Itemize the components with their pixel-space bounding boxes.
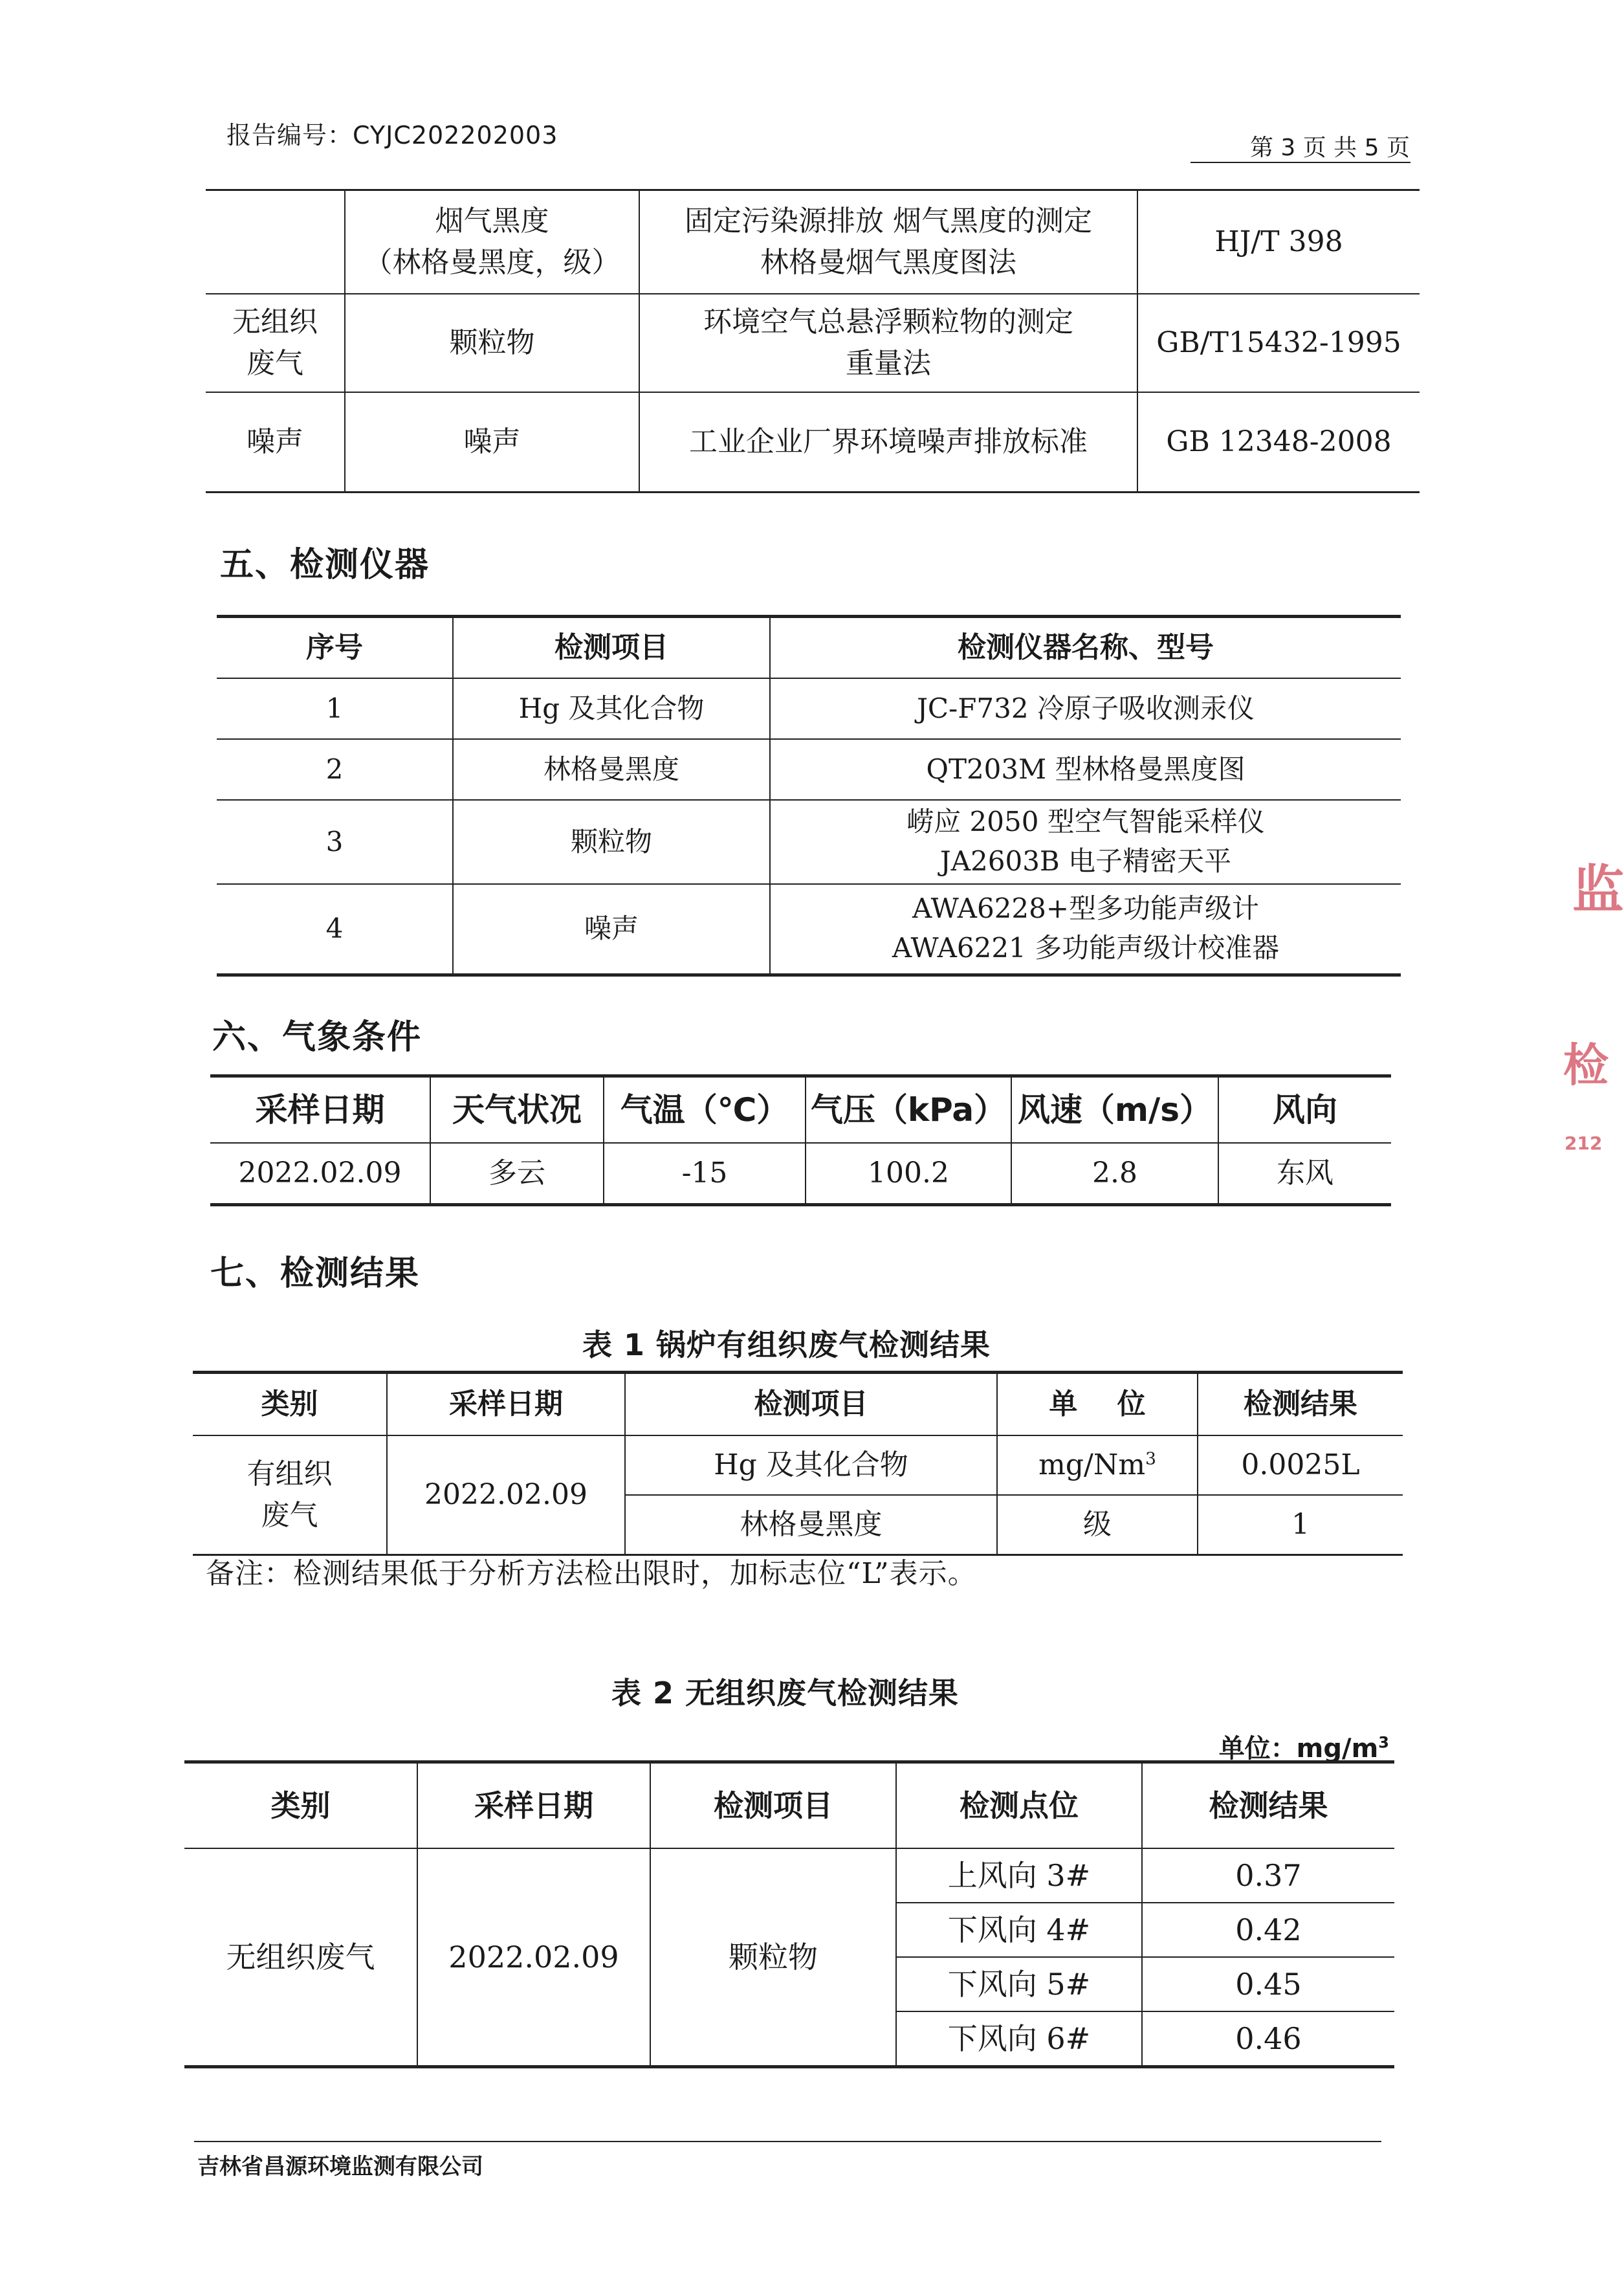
results-table-1 [193,1371,1403,1556]
t1-date: 2022.02.09 [387,1435,625,1555]
col-header: 天气状况 [430,1076,604,1144]
table-row [217,739,1401,800]
table-row [217,884,1401,975]
header-rule [1191,162,1410,163]
inst-item: Hg 及其化合物 [453,678,770,739]
table-row [193,1435,1403,1495]
t2-result: 0.37 [1142,1848,1394,1903]
table-row [206,392,1420,493]
col-header: 检测项目 [453,617,770,679]
inst-no: 1 [217,678,453,739]
table-row [206,294,1420,392]
seal-stamp [1559,835,1624,1184]
inst-name: 崂应 2050 型空气智能采样仪 JA2603B 电子精密天平 [770,800,1401,884]
inst-no: 3 [217,800,453,884]
table-header-row [184,1762,1394,1849]
section-title-weather: 六、气象条件 [212,1018,422,1057]
t1-unit: 级 [997,1495,1198,1555]
methods-standard: GB 12348-2008 [1137,392,1420,493]
col-header: 采样日期 [210,1076,430,1144]
table-row [210,1143,1391,1205]
inst-name: JC-F732 冷原子吸收测汞仪 [770,678,1401,739]
footer-rule [194,2141,1381,2142]
t2-point: 下风向 5# [896,1957,1142,2011]
t1-unit: mg/Nm$^3$ [997,1435,1198,1495]
t2-result: 0.42 [1142,1903,1394,1957]
table-row [217,800,1401,884]
page-indicator: 第 3 页 共 5 页 [1249,135,1410,161]
weather-table [210,1074,1391,1206]
inst-name: QT203M 型林格曼黑度图 [770,739,1401,800]
methods-category [206,190,345,294]
t2-point: 下风向 6# [896,2011,1142,2067]
table2-caption: 表 2 无组织废气检测结果 [611,1676,960,1710]
t2-result: 0.46 [1142,2011,1394,2067]
col-header: 检测点位 [896,1762,1142,1849]
col-header: 采样日期 [387,1373,625,1436]
weather-wind-speed: 2.8 [1011,1143,1218,1205]
footer-company: 吉林省昌源环境监测有限公司 [197,2154,483,2180]
col-header: 采样日期 [417,1762,650,1849]
instruments-table [217,615,1401,977]
table1-note: 备注：检测结果低于分析方法检出限时，加标志位“L”表示。 [206,1557,977,1590]
inst-item: 林格曼黑度 [453,739,770,800]
methods-standard: HJ/T 398 [1137,190,1420,294]
section-title-results: 七、检测结果 [210,1254,421,1293]
results-table-2 [184,1760,1394,2068]
col-header: 风速（m/s） [1011,1076,1218,1144]
stamp-char: 监 [1572,859,1624,920]
t1-result: 0.0025L [1198,1435,1403,1495]
section-title-instruments: 五、检测仪器 [220,546,430,584]
inst-name: AWA6228+型多功能声级计 AWA6221 多功能声级计校准器 [770,884,1401,975]
inst-no: 2 [217,739,453,800]
t2-category: 无组织废气 [184,1848,417,2067]
stamp-char: 212 [1564,1133,1603,1154]
weather-wind-direction: 东风 [1218,1143,1391,1205]
stamp-char: 检 [1563,1039,1608,1092]
col-header: 类别 [184,1762,417,1849]
col-header: 单 位 [997,1373,1198,1436]
t2-result: 0.45 [1142,1957,1394,2011]
methods-item: 噪声 [345,392,639,493]
weather-condition: 多云 [430,1143,604,1205]
t1-result: 1 [1198,1495,1403,1555]
t2-date: 2022.02.09 [417,1848,650,2067]
col-header: 类别 [193,1373,387,1436]
inst-no: 4 [217,884,453,975]
methods-table [206,189,1420,493]
inst-item: 颗粒物 [453,800,770,884]
table-row [217,678,1401,739]
col-header: 序号 [217,617,453,679]
col-header: 检测项目 [625,1373,997,1436]
methods-category: 噪声 [206,392,345,493]
weather-date: 2022.02.09 [210,1143,430,1205]
table-header-row [193,1373,1403,1436]
t1-item: Hg 及其化合物 [625,1435,997,1495]
table-row [184,1848,1394,1903]
table-header-row [217,617,1401,679]
t1-category: 有组织 废气 [193,1435,387,1555]
col-header: 风向 [1218,1076,1391,1144]
t2-item: 颗粒物 [650,1848,896,2067]
table2-unit-label: 单位：$mg/m^3$ [1218,1733,1389,1764]
col-header: 检测仪器名称、型号 [770,617,1401,679]
t2-point: 下风向 4# [896,1903,1142,1957]
methods-item: 颗粒物 [345,294,639,392]
col-header: 检测结果 [1142,1762,1394,1849]
table1-caption: 表 1 锅炉有组织废气检测结果 [582,1327,991,1362]
col-header: 检测结果 [1198,1373,1403,1436]
t2-point: 上风向 3# [896,1848,1142,1903]
inst-item: 噪声 [453,884,770,975]
methods-standard: GB/T15432-1995 [1137,294,1420,392]
weather-pressure: 100.2 [806,1143,1011,1205]
col-header: 气压（kPa） [806,1076,1011,1144]
table-row [206,190,1420,294]
col-header: 气温（℃） [604,1076,806,1144]
methods-category: 无组织 废气 [206,294,345,392]
col-header: 检测项目 [650,1762,896,1849]
methods-method: 环境空气总悬浮颗粒物的测定 重量法 [639,294,1137,392]
weather-temperature: -15 [604,1143,806,1205]
t1-item: 林格曼黑度 [625,1495,997,1555]
methods-method: 工业企业厂界环境噪声排放标准 [639,392,1137,493]
report-number: 报告编号：CYJC202202003 [226,121,558,149]
table-header-row [210,1076,1391,1144]
methods-method: 固定污染源排放 烟气黑度的测定 林格曼烟气黑度图法 [639,190,1137,294]
methods-item: 烟气黑度 （林格曼黑度，级） [345,190,639,294]
